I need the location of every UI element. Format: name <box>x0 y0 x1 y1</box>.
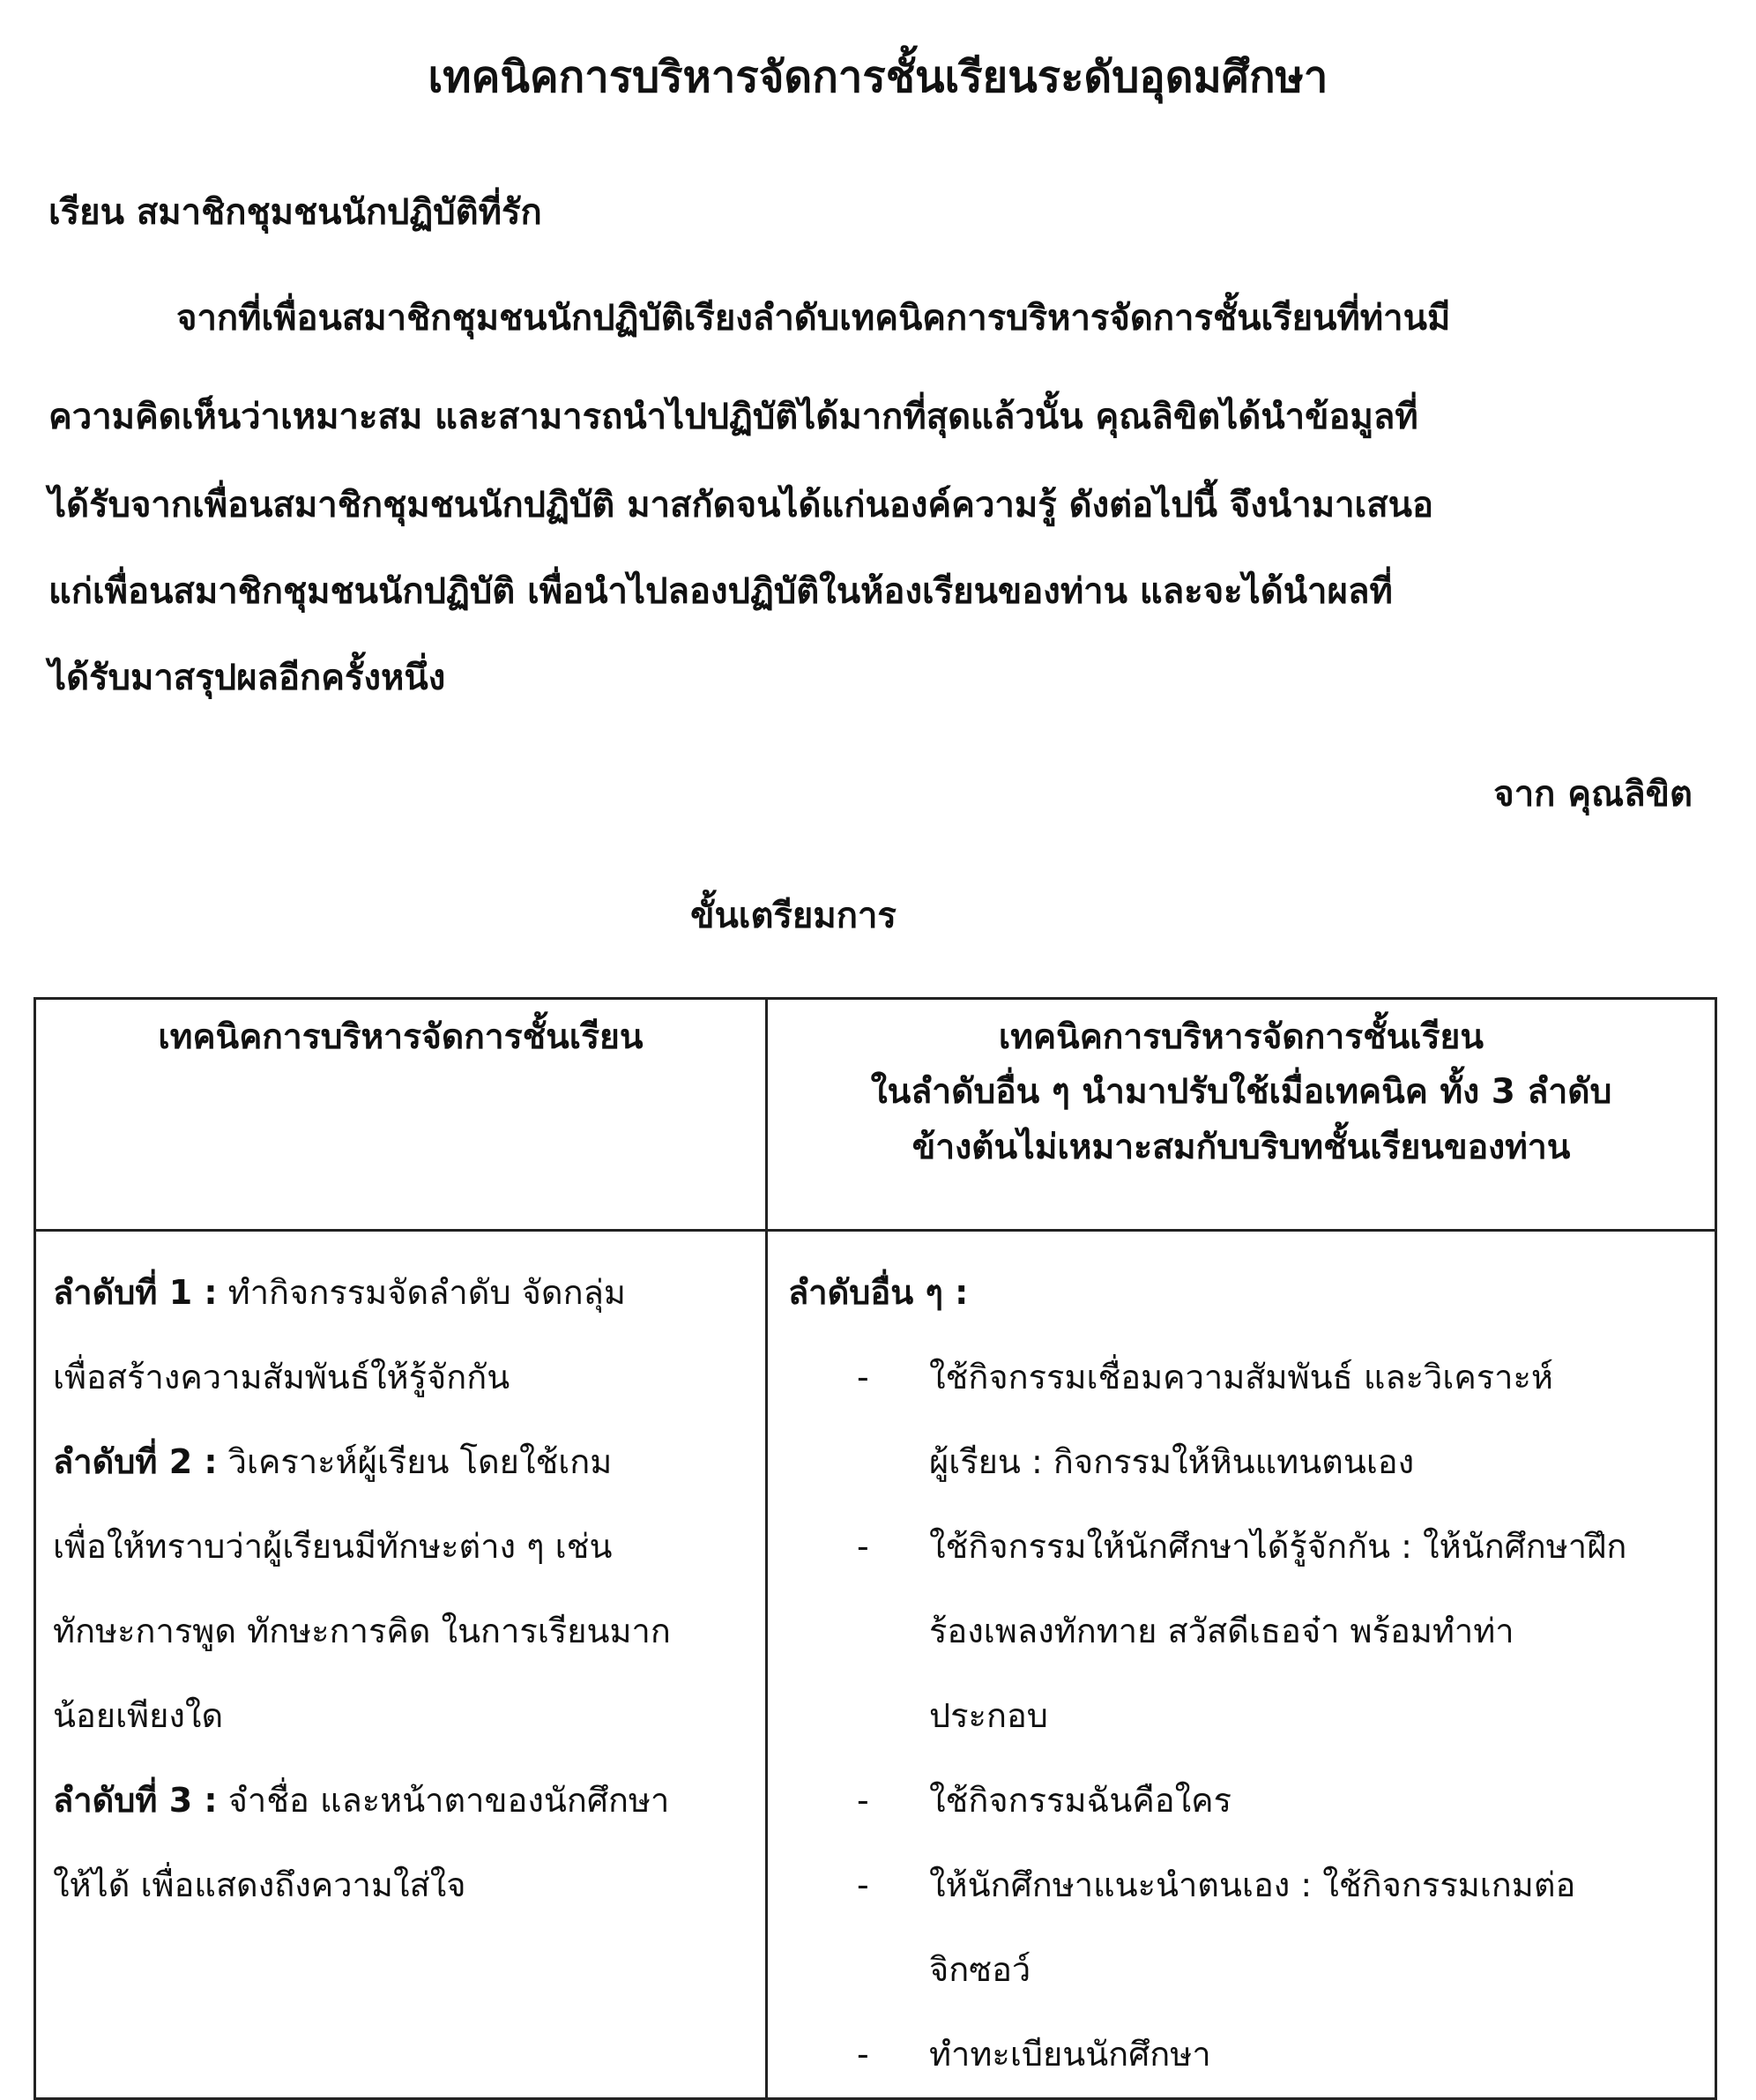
right-header-line: ข้างต้นไม่เหมาะสมกับบริบทชั้นเรียนของท่าน <box>911 1127 1571 1167</box>
step-label: ลำดับที่ 1 : <box>53 1273 218 1312</box>
others-label: ลำดับอื่น ๆ : <box>788 1273 969 1312</box>
step-label: ลำดับที่ 3 : <box>53 1781 218 1820</box>
paragraph-line: จากที่เพื่อนสมาชิกชุมชนนักปฏิบัติเรียงลำดับเทคนิคการบริหารจัดการชั้นเรียนที่ท่านมี <box>176 298 1451 339</box>
dash-bullet: - <box>857 1527 869 1566</box>
signature: จาก คุณลิขิต <box>1493 774 1693 815</box>
step-item <box>53 1758 752 1927</box>
step-text: วิเคราะห์ผู้เรียน โดยใช้เกม <box>217 1442 613 1481</box>
document-title: เทคนิคการบริหารจัดการชั้นเรียนระดับอุดมศึกษา <box>428 52 1328 102</box>
step-text: เพื่อสร้างความสัมพันธ์ให้รู้จักกัน <box>53 1358 510 1396</box>
salutation: เรียน สมาชิกชุมชนนักปฏิบัติที่รัก <box>48 192 542 233</box>
paragraph-line: ได้รับจากเพื่อนสมาชิกชุมชนนักปฏิบัติ มาสกัดจนได้แก่นองค์ความรู้ ดังต่อไปนี้ จึงนำมาเสนอ <box>48 485 1433 525</box>
others-cell <box>767 1231 1716 2099</box>
list-item: - ใช้กิจกรรมเชื่อมความสัมพันธ์ และวิเคราะห์ ผู้เรียน : กิจกรรมให้หินแทนตนเอง <box>788 1335 1701 1504</box>
paragraph-line: แก่เพื่อนสมาชิกชุมชนนักปฏิบัติ เพื่อนำไปลองปฏิบัติในห้องเรียนของท่าน และจะได้นำผลที่ <box>48 571 1393 612</box>
list-item: - ทำทะเบียนนักศึกษา <box>788 2012 1701 2096</box>
left-column-header: เทคนิคการบริหารจัดการชั้นเรียน <box>35 999 767 1231</box>
step-text: น้อยเพียงใด <box>53 1696 224 1735</box>
steps-cell <box>35 1231 767 2099</box>
paragraph-line: ความคิดเห็นว่าเหมาะสม และสามารถนำไปปฏิบัติได้มากที่สุดแล้วนั้น คุณลิขิตได้นำข้อมูลที่ <box>48 397 1418 437</box>
list-item: - ใช้กิจกรรมให้นักศึกษาได้รู้จักกัน : ให้นักศึกษาฝึก ร้องเพลงทักทาย สวัสดีเธอจ๋า พร้อมทำท่า ประกอบ <box>788 1504 1701 1758</box>
list-item: - ใช้กิจกรรมฉันคือใคร <box>788 1758 1701 1843</box>
step-item <box>53 1250 752 1419</box>
step-label: ลำดับที่ 2 : <box>53 1442 218 1481</box>
step-text: ทำกิจกรรมจัดลำดับ จัดกลุ่ม <box>217 1273 626 1312</box>
step-text: จำชื่อ และหน้าตาของนักศึกษา <box>217 1781 670 1820</box>
step-text: ให้ได้ เพื่อแสดงถึงความใส่ใจ <box>53 1865 466 1904</box>
dash-bullet: - <box>857 2035 869 2074</box>
right-header-line: เทคนิคการบริหารจัดการชั้นเรียน <box>998 1017 1484 1057</box>
techniques-table <box>33 997 1717 2100</box>
others-list <box>769 1335 1714 2096</box>
step-item <box>53 1419 752 1758</box>
step-text: เพื่อให้ทราบว่าผู้เรียนมีทักษะต่าง ๆ เช่น <box>53 1527 613 1566</box>
table-body-row <box>35 1231 1716 2099</box>
right-header-line: ในลำดับอื่น ๆ นำมาปรับใช้เมื่อเทคนิค ทั้ง 3 ลำดับ <box>870 1072 1612 1113</box>
dash-bullet: - <box>857 1781 869 1820</box>
dash-bullet: - <box>857 1865 869 1904</box>
step-text: ทักษะการพูด ทักษะการคิด ในการเรียนมาก <box>53 1612 671 1650</box>
right-column-header <box>767 999 1716 1231</box>
table-header-row <box>35 999 1716 1231</box>
section-heading: ขั้นเตรียมการ <box>690 896 897 936</box>
dash-bullet: - <box>857 1358 869 1396</box>
list-item: - ให้นักศึกษาแนะนำตนเอง : ใช้กิจกรรมเกมต่อ จิกซอว์ <box>788 1843 1701 2012</box>
paragraph-line: ได้รับมาสรุปผลอีกครั้งหนึ่ง <box>48 658 446 698</box>
